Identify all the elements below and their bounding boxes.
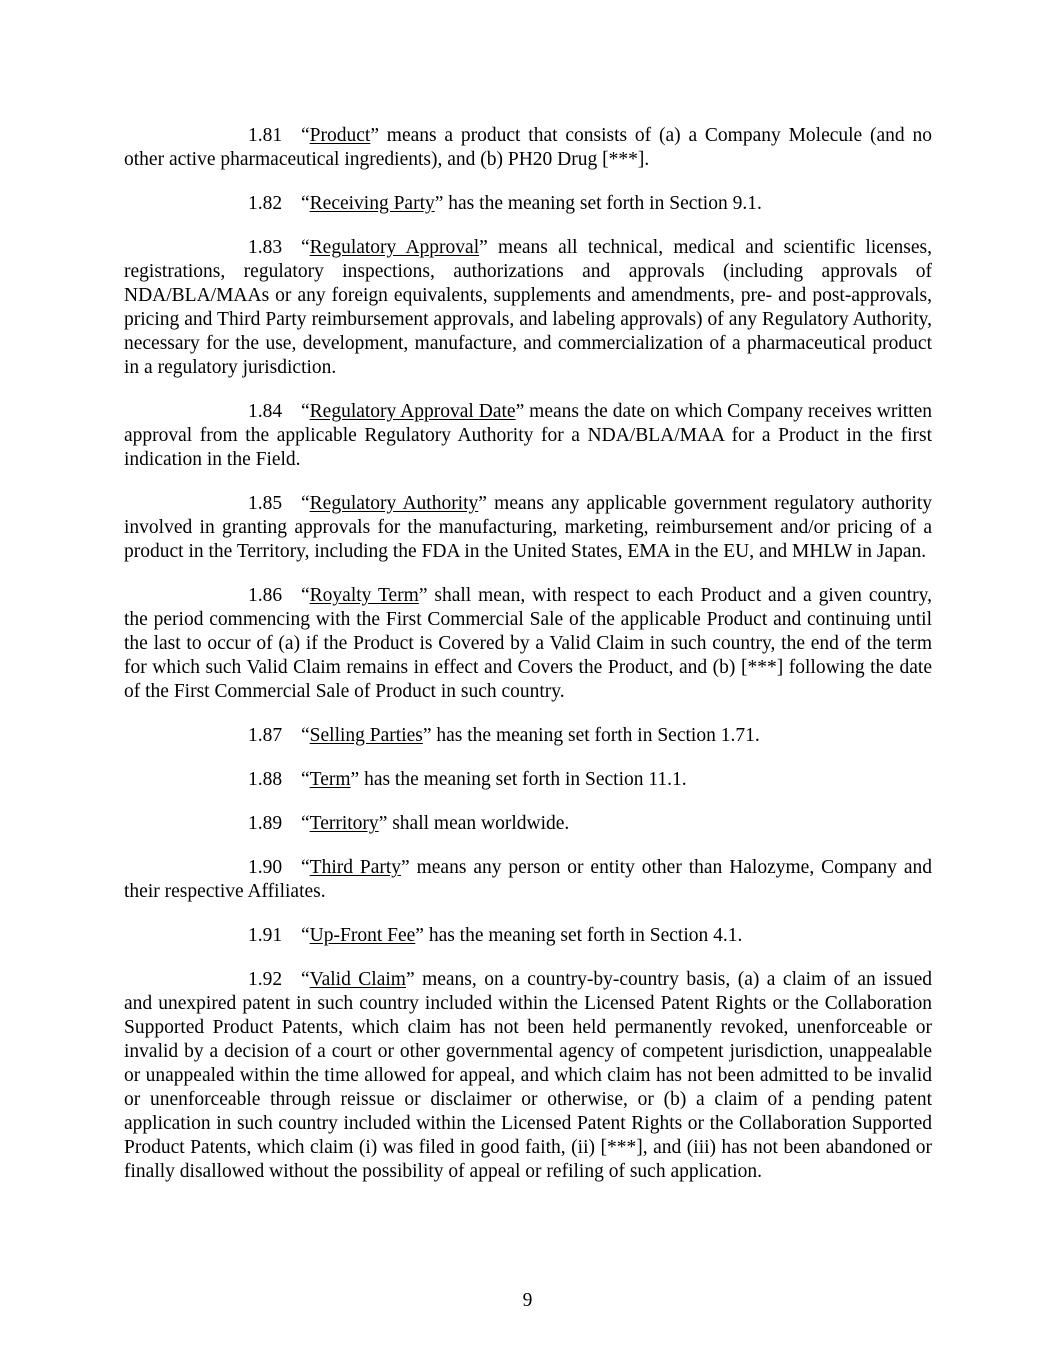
section-number: 1.90 xyxy=(248,857,283,878)
open-quote: “ xyxy=(301,813,310,834)
section-number: 1.82 xyxy=(248,193,283,214)
definition-text: has the meaning set forth in Section 4.1. xyxy=(423,925,743,946)
section-number: 1.81 xyxy=(248,125,283,146)
page-number: 9 xyxy=(522,1290,533,1311)
defined-term: Up-Front Fee xyxy=(309,925,416,946)
definition-text: means, on a country-by-country basis, (a) a claim of an issued and unexpired patent in such country included within the Licensed Patent Rights or the Collaboration Supported Product Patents, which claim has not been held permanently revoked, unenforceable or invalid by a decision of a court or other governmental agency of competent jurisdiction, unappealable or unappealed within the time allowed for appeal, and which claim has not been admitted to be invalid or unenforceable through reissue or disclaimer or otherwise, or (b) a claim of a pending patent application in such country included within the Licensed Patent Rights or the Collaboration Supported Product Patents, which claim (i) was filed in good faith, (ii) [***], and (iii) has not been abandoned or finally disallowed without the possibility of appeal or refiling of such application. xyxy=(124,969,933,1182)
section-number: 1.87 xyxy=(248,725,283,746)
definition-1-90 xyxy=(124,856,932,904)
open-quote: “ xyxy=(301,769,310,790)
definition-text: has the meaning set forth in Section 11.1. xyxy=(359,769,687,790)
definition-text: has the meaning set forth in Section 1.71. xyxy=(431,725,760,746)
definition-1-81 xyxy=(124,124,932,172)
open-quote: “ xyxy=(301,193,310,214)
document-page xyxy=(124,124,932,1204)
open-quote: “ xyxy=(301,725,310,746)
definition-1-88 xyxy=(124,768,932,792)
definition-text: means the date on which Company receives written approval from the applicable Regulatory Authority for a NDA/BLA/MAA for a Product in the first indication in the Field. xyxy=(124,401,932,470)
open-quote: “ xyxy=(301,585,310,606)
open-quote: “ xyxy=(301,125,310,146)
defined-term: Territory xyxy=(309,813,379,834)
section-number: 1.88 xyxy=(248,769,283,790)
definition-text: means any applicable government regulatory authority involved in granting approvals for the manufacturing, marketing, reimbursement and/or pricing of a product in the Territory, including the FDA in the United States, EMA in the EU, and MHLW in Japan. xyxy=(124,493,932,562)
close-quote: ” xyxy=(370,125,379,146)
section-number: 1.91 xyxy=(248,925,283,946)
close-quote: ” xyxy=(350,769,360,790)
section-number: 1.84 xyxy=(248,401,283,422)
definition-1-87 xyxy=(124,724,932,748)
close-quote: ” xyxy=(479,237,488,258)
close-quote: ” xyxy=(434,193,444,214)
close-quote: ” xyxy=(422,725,432,746)
open-quote: “ xyxy=(301,969,310,990)
definition-text: means any person or entity other than Halozyme, Company and their respective Affiliates. xyxy=(124,857,932,902)
open-quote: “ xyxy=(301,401,310,422)
definition-text: means all technical, medical and scientific licenses, registrations, regulatory inspections, authorizations and approvals (including approvals of NDA/BLA/MAAs or any foreign equivalents, supplements and amendments, pre- and post-approvals, pricing and Third Party reimbursement approvals, and labeling approvals) of any Regulatory Authority, necessary for the use, development, manufacture, and commercialization of a pharmaceutical product in a regulatory jurisdiction. xyxy=(124,237,933,378)
close-quote: ” xyxy=(405,969,415,990)
section-number: 1.86 xyxy=(248,585,283,606)
close-quote: ” xyxy=(378,813,388,834)
close-quote: ” xyxy=(415,925,424,946)
section-number: 1.83 xyxy=(248,237,283,258)
section-number: 1.85 xyxy=(248,493,283,514)
close-quote: ” xyxy=(515,401,525,422)
definition-1-92 xyxy=(124,968,932,1184)
defined-term: Selling Parties xyxy=(309,725,423,746)
definition-text: means a product that consists of (a) a Company Molecule (and no other active pharmaceutical ingredients), and (b) PH20 Drug [***]. xyxy=(124,125,932,170)
defined-term: Valid Claim xyxy=(309,969,406,990)
defined-term: Third Party xyxy=(309,857,402,878)
open-quote: “ xyxy=(301,857,310,878)
definition-text: shall mean worldwide. xyxy=(387,813,570,834)
defined-term: Regulatory Authority xyxy=(309,493,479,514)
definition-text: shall mean, with respect to each Product and a given country, the period commencing with the First Commercial Sale of the applicable Product and continuing until the last to occur of (a) if the Product is Covered by a Valid Claim in such country, the end of the term for which such Valid Claim remains in effect and Covers the Product, and (b) [***] following the date of the First Commercial Sale of Product in such country. xyxy=(124,585,933,702)
defined-term: Term xyxy=(309,769,351,790)
definition-1-83 xyxy=(124,236,932,380)
defined-term: Receiving Party xyxy=(309,193,435,214)
definition-text: has the meaning set forth in Section 9.1. xyxy=(443,193,762,214)
section-number: 1.92 xyxy=(248,969,283,990)
open-quote: “ xyxy=(301,925,310,946)
close-quote: ” xyxy=(418,585,428,606)
close-quote: ” xyxy=(478,493,487,514)
defined-term: Regulatory Approval xyxy=(309,237,480,258)
close-quote: ” xyxy=(401,857,410,878)
defined-term: Regulatory Approval Date xyxy=(309,401,516,422)
definition-1-89 xyxy=(124,812,932,836)
defined-term: Product xyxy=(309,125,371,146)
definition-1-84 xyxy=(124,400,932,472)
definition-1-82 xyxy=(124,192,932,216)
defined-term: Royalty Term xyxy=(309,585,419,606)
definition-1-91 xyxy=(124,924,932,948)
open-quote: “ xyxy=(301,237,310,258)
definition-1-85 xyxy=(124,492,932,564)
section-number: 1.89 xyxy=(248,813,283,834)
open-quote: “ xyxy=(301,493,310,514)
definition-1-86 xyxy=(124,584,932,704)
